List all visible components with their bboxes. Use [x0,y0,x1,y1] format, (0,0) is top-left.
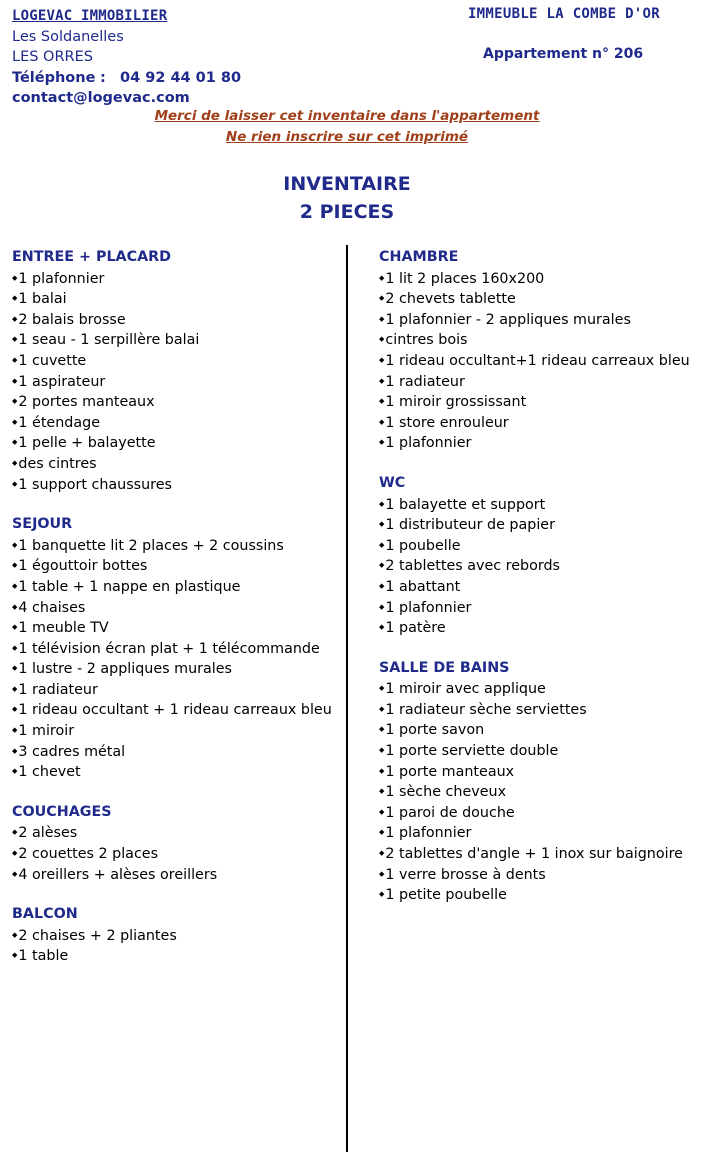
item-text: 2 chevets tablette [385,291,516,308]
inventory-item [12,535,342,556]
inventory-section [12,904,342,966]
bullet-icon: ◆ [379,746,385,755]
section-title: SEJOUR [12,516,73,533]
bullet-icon: ◆ [379,540,385,549]
inventory-item [379,412,704,433]
bullet-icon: ◆ [379,294,385,303]
bullet-icon: ◆ [12,705,18,714]
inventory-item [379,268,704,289]
item-text: 1 radiateur sèche serviettes [385,701,587,718]
bullet-icon: ◆ [379,499,385,508]
inventory-item [12,474,342,495]
inventory-item [12,699,342,720]
item-text: 1 radiateur [18,681,98,698]
item-text: 1 télévision écran plat + 1 télécommande [18,640,320,657]
bullet-icon: ◆ [12,581,18,590]
inventory-section [12,514,342,782]
inventory-item [12,350,342,371]
bullet-icon: ◆ [12,335,18,344]
inventory-section [379,247,704,453]
bullet-icon: ◆ [12,623,18,632]
inventory-item [12,761,342,782]
item-text: 2 tablettes avec rebords [385,558,560,575]
inventory-item [379,371,704,392]
bullet-icon: ◆ [379,849,385,858]
left-column [12,247,342,986]
inventory-item [379,843,704,864]
inventory-item [12,391,342,412]
inventory-item [379,576,704,597]
phone-line [12,68,241,89]
item-text: 1 radiateur [385,373,465,390]
notice-do-not-write: Ne rien inscrire sur cet imprimé [225,129,469,145]
inventory-item [379,740,704,761]
inventory-item [12,658,342,679]
item-text: 1 miroir grossissant [385,394,527,411]
item-text: 1 balayette et support [385,496,546,513]
item-text: 1 lustre - 2 appliques murales [18,661,232,678]
item-text: 1 seau - 1 serpillère balai [18,332,200,349]
inventory-item [379,514,704,535]
bullet-icon: ◆ [12,397,18,406]
item-text: 1 porte serviette double [385,743,559,760]
inventory-item [12,288,342,309]
bullet-icon: ◆ [12,273,18,282]
item-text: 1 paroi de douche [385,804,515,821]
item-text: 1 miroir avec applique [385,681,546,698]
inventory-item [12,720,342,741]
bullet-icon: ◆ [12,951,18,960]
item-text: 1 aspirateur [18,373,106,390]
email-address: contact@logevac.com [12,90,190,106]
item-text: 3 cadres métal [18,743,126,760]
agency-header [12,6,241,109]
bullet-icon: ◆ [12,438,18,447]
item-text: 1 rideau occultant+1 rideau carreaux bleu [385,352,690,369]
inventory-section [12,802,342,884]
inventory-item [12,822,342,843]
section-title: WC [379,474,406,491]
bullet-icon: ◆ [379,725,385,734]
item-text: 2 balais brosse [18,311,126,328]
inventory-item [12,925,342,946]
inventory-item [379,699,704,720]
bullet-icon: ◆ [379,417,385,426]
bullet-icon: ◆ [379,807,385,816]
bullet-icon: ◆ [379,869,385,878]
column-divider [346,245,348,1152]
inventory-item [12,638,342,659]
inventory-item [379,432,704,453]
inventory-item [12,453,342,474]
inventory-item [12,412,342,433]
phone-separator: : [100,69,106,86]
item-text: 1 table [18,948,69,965]
item-text: 1 plafonnier [385,599,472,616]
inventory-section [379,473,704,638]
item-text: 1 porte manteaux [385,763,515,780]
item-text: 1 étendage [18,414,100,431]
bullet-icon: ◆ [12,726,18,735]
item-text: 1 miroir [18,723,75,740]
inventory-item [12,555,342,576]
inventory-item [379,288,704,309]
item-text: 1 plafonnier [385,825,472,842]
bullet-icon: ◆ [379,335,385,344]
inventory-item [12,617,342,638]
item-text: 4 chaises [18,599,86,616]
bullet-icon: ◆ [12,746,18,755]
apartment-number: Appartement n° 206 [483,46,644,62]
inventory-item [379,329,704,350]
address-line-1: Les Soldanelles [12,28,124,45]
bullet-icon: ◆ [379,787,385,796]
item-text: 1 table + 1 nappe en plastique [18,578,241,595]
bullet-icon: ◆ [12,664,18,673]
inventory-item [379,535,704,556]
inventory-item [379,802,704,823]
inventory-item [379,678,704,699]
inventory-item [12,329,342,350]
bullet-icon: ◆ [12,849,18,858]
inventory-item [12,576,342,597]
item-text: 1 balai [18,291,67,308]
bullet-icon: ◆ [379,828,385,837]
document-subtitle: 2 PIECES [299,201,395,223]
inventory-item [12,597,342,618]
bullet-icon: ◆ [379,438,385,447]
inventory-item [12,309,342,330]
bullet-icon: ◆ [12,930,18,939]
inventory-item [12,843,342,864]
item-text: 1 plafonnier - 2 appliques murales [385,311,631,328]
bullet-icon: ◆ [12,417,18,426]
item-text: 1 porte savon [385,722,485,739]
bullet-icon: ◆ [12,314,18,323]
item-text: 1 plafonnier [385,435,472,452]
item-text: 1 distributeur de papier [385,517,555,534]
bullet-icon: ◆ [379,355,385,364]
bullet-icon: ◆ [379,581,385,590]
bullet-icon: ◆ [379,684,385,693]
inventory-section [12,247,342,494]
bullet-icon: ◆ [379,397,385,406]
bullet-icon: ◆ [379,376,385,385]
bullet-icon: ◆ [12,540,18,549]
phone-label: Téléphone [12,69,96,86]
inventory-item [379,761,704,782]
address-line-2: LES ORRES [12,49,93,65]
item-text: 1 meuble TV [18,620,109,637]
bullet-icon: ◆ [12,376,18,385]
bullet-icon: ◆ [379,520,385,529]
inventory-item [12,371,342,392]
bullet-icon: ◆ [379,561,385,570]
notice-leave-inventory: Merci de laisser cet inventaire dans l'appartement [154,108,540,124]
inventory-item [379,597,704,618]
right-column [379,247,704,925]
bullet-icon: ◆ [12,643,18,652]
item-text: 1 sèche cheveux [385,784,507,801]
bullet-icon: ◆ [379,602,385,611]
inventory-item [12,679,342,700]
item-text: 1 pelle + balayette [18,435,156,452]
item-text: 2 tablettes d'angle + 1 inox sur baignoire [385,846,683,863]
bullet-icon: ◆ [12,828,18,837]
bullet-icon: ◆ [379,704,385,713]
bullet-icon: ◆ [12,355,18,364]
inventory-item [379,617,704,638]
item-text: 1 lit 2 places 160x200 [385,270,545,287]
inventory-item [379,822,704,843]
document-title: INVENTAIRE [283,173,411,195]
bullet-icon: ◆ [12,767,18,776]
section-title: BALCON [12,906,78,923]
item-text: des cintres [18,455,97,472]
inventory-item [12,268,342,289]
item-text: 1 rideau occultant + 1 rideau carreaux bleu [18,702,332,719]
section-title: COUCHAGES [12,803,112,820]
item-text: 1 abattant [385,578,461,595]
item-text: 1 support chaussures [18,476,172,493]
item-text: 1 store enrouleur [385,414,509,431]
bullet-icon: ◆ [379,623,385,632]
bullet-icon: ◆ [379,890,385,899]
inventory-item [379,309,704,330]
inventory-item [379,494,704,515]
inventory-item [379,719,704,740]
inventory-item [379,884,704,905]
item-text: 1 égouttoir bottes [18,558,148,575]
inventory-item [12,432,342,453]
bullet-icon: ◆ [12,869,18,878]
inventory-item [379,864,704,885]
item-text: 1 patère [385,620,446,637]
item-text: 4 oreillers + alèses oreillers [18,866,218,883]
section-title: CHAMBRE [379,249,459,265]
item-text: 2 couettes 2 places [18,846,159,863]
item-text: 1 banquette lit 2 places + 2 coussins [18,537,284,554]
bullet-icon: ◆ [379,273,385,282]
item-text: 1 petite poubelle [385,887,507,904]
item-text: 2 portes manteaux [18,394,155,411]
item-text: 1 plafonnier [18,270,105,287]
item-text: 1 verre brosse à dents [385,866,546,883]
bullet-icon: ◆ [12,294,18,303]
item-text: 1 poubelle [385,537,461,554]
bullet-icon: ◆ [379,314,385,323]
item-text: cintres bois [385,332,468,349]
item-text: 2 alèses [18,825,78,842]
bullet-icon: ◆ [12,479,18,488]
bullet-icon: ◆ [12,602,18,611]
item-text: 1 chevet [18,764,81,781]
inventory-item [379,555,704,576]
item-text: 2 chaises + 2 pliantes [18,927,177,944]
inventory-item [12,864,342,885]
inventory-item [379,781,704,802]
inventory-item [12,741,342,762]
bullet-icon: ◆ [12,561,18,570]
inventory-item [12,945,342,966]
item-text: 1 cuvette [18,352,87,369]
building-name: IMMEUBLE LA COMBE D'OR [467,6,660,22]
inventory-item [379,350,704,371]
inventory-section [379,658,704,905]
bullet-icon: ◆ [12,684,18,693]
phone-number: 04 92 44 01 80 [120,69,242,86]
bullet-icon: ◆ [379,766,385,775]
company-name: LOGEVAC IMMOBILIER [12,8,168,24]
bullet-icon: ◆ [12,458,18,467]
inventory-item [379,391,704,412]
section-title: ENTREE + PLACARD [12,249,172,265]
section-title: SALLE DE BAINS [379,659,510,676]
